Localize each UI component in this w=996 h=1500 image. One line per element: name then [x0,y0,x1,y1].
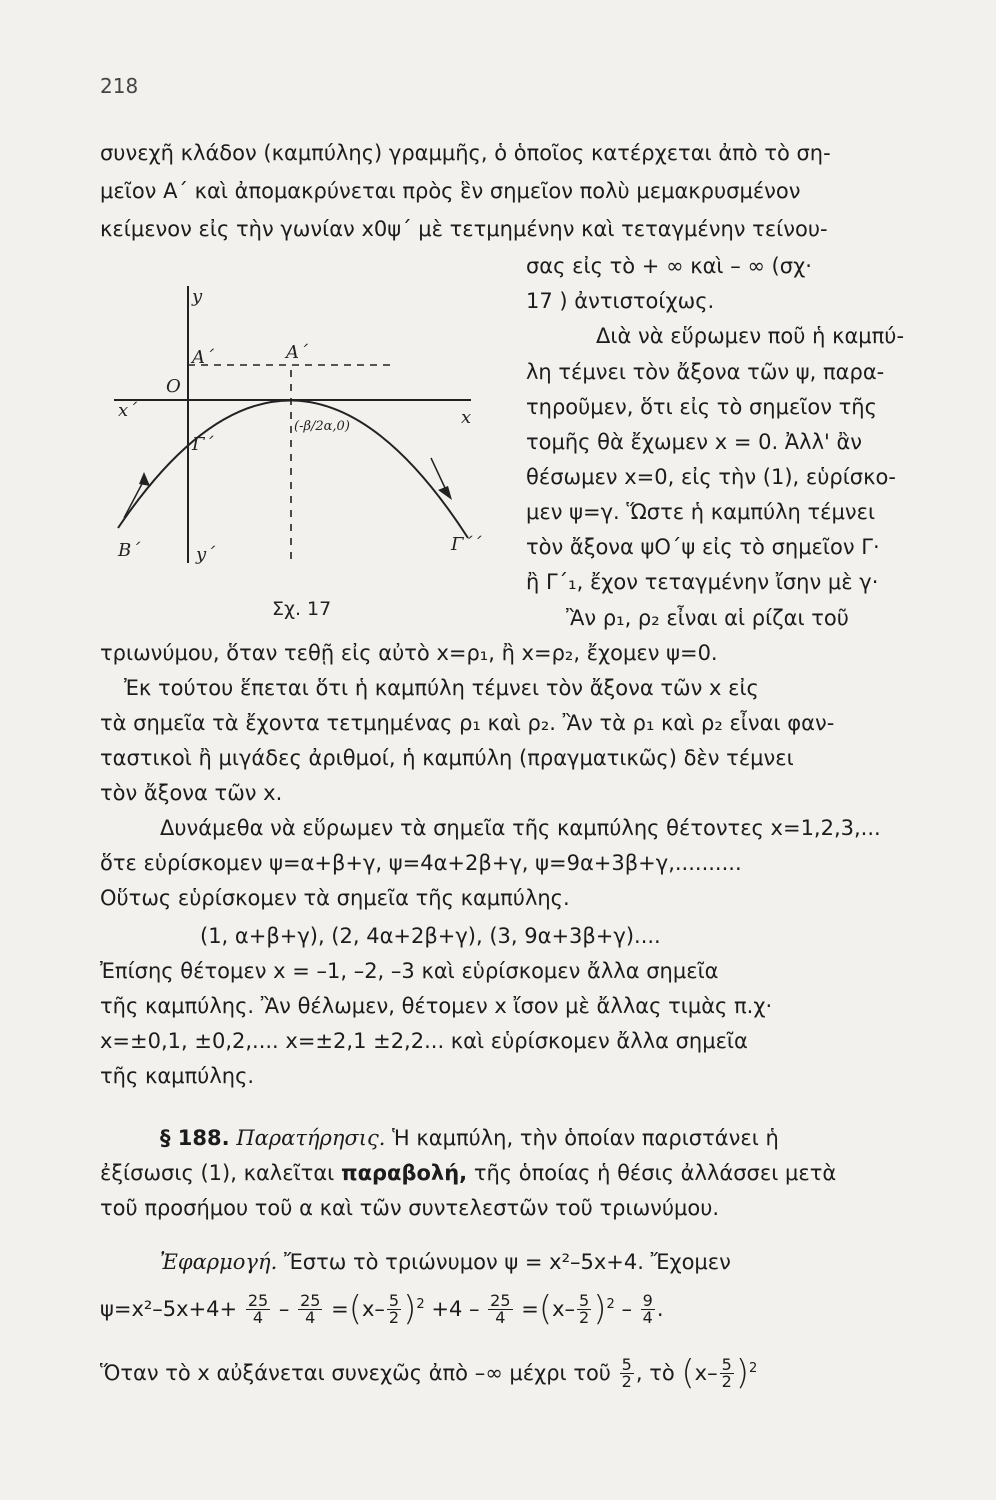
fraction: $\frac{25}{4}$ [300,1290,321,1328]
eq-part: x– [361,1296,385,1321]
eq-paren: ( [348,1289,362,1329]
label-b-prime: Β΄ [118,540,141,561]
text-fragment: Ὅταν τὸ x αὐξάνεται συνεχῶς ἀπὸ –∞ μέχρι τοῦ [100,1360,611,1385]
text-line: (1, α+β+γ), (2, 4α+2β+γ), (3, 9α+3β+γ).... [200,924,661,948]
label-x: x [461,407,472,428]
text-fragment: , τὸ [635,1360,675,1385]
text-line: τριωνύμου, ὅταν τεθῇ εἰς αὐτὸ x=ρ₁, ἢ x=ρ₂, ἔχομεν ψ=0. [100,641,718,665]
text-line: μεν ψ=γ. Ὥστε ἡ καμπύλη τέμνει [526,500,876,524]
parabola-term: παραβολή, [340,1161,468,1185]
equation-line [100,1286,664,1334]
text-line: Ἐπίσης θέτομεν x = –1, –2, –3 καὶ εὑρίσκομεν ἄλλα σημεῖα [100,959,719,983]
section-text: Ἡ καμπύλη, τὴν ὁποίαν παριστάνει ἡ [392,1126,779,1150]
arrow-right [431,458,446,490]
fraction: $\frac{25}{4}$ [490,1290,511,1328]
label-gamma-double-prime: Γ΄΄ [451,534,482,555]
label-y-prime: y΄ [196,544,216,565]
arrow-left [124,480,144,518]
text-line: Δυνάμεθα νὰ εὕρωμεν τὰ σημεῖα τῆς καμπύλης θέτοντες x=1,2,3,... [160,816,881,840]
eq-paren: ) [403,1289,417,1329]
fraction: $\frac{5}{2}$ [621,1354,632,1392]
text-line: Ἂν ρ₁, ρ₂ εἶναι αἱ ρίζαι τοῦ [566,606,849,630]
page-number: 218 [100,74,139,98]
label-origin: O [166,376,181,397]
text-line: x=±0,1, ±0,2,.... x=±2,1 ±2,2... καὶ εὑρίσκομεν ἄλλα σημεῖα [100,1029,748,1053]
application-line [160,1252,731,1273]
fraction: $\frac{5}{2}$ [388,1290,400,1328]
label-a-prime-left: Α΄ [192,347,214,368]
last-line [100,1350,757,1398]
fraction: $\frac{5}{2}$ [721,1354,732,1392]
eq-exponent: 2 [416,1296,425,1312]
text-line [100,1163,836,1184]
text-line: Ἐκ τούτου ἕπεται ὅτι ἡ καμπύλη τέμνει τὸν ἄξονα τῶν x εἰς [124,676,759,700]
fraction: $\frac{25}{4}$ [247,1290,269,1328]
section-number: § 188. [160,1126,230,1150]
application-label: Ἐφαρμογή. [160,1250,278,1274]
text-line: λη τέμνει τὸν ἄξονα τῶν ψ, παρα- [526,360,885,384]
text-line: Οὕτως εὑρίσκομεν τὰ σημεῖα τῆς καμπύλης. [100,886,570,910]
eq-part: – [278,1296,290,1321]
label-a-prime-center: Α΄ [286,342,308,363]
text-line: τῆς καμπύλης. [100,1064,255,1088]
eq-paren: ) [593,1289,607,1329]
text-line: κείμενον εἰς τὴν γωνίαν x0ψ΄ μὲ τετμημένην καὶ τεταγμένην τείνου- [100,217,828,241]
fraction: $\frac{9}{4}$ [642,1290,653,1328]
text-line: θέσωμεν x=0, εἰς τὴν (1), εὑρίσκο- [526,465,896,489]
text-fragment: ἐξίσωσις (1), καλεῖται [100,1161,335,1185]
eq-part: . [656,1296,664,1321]
eq-part: +4 – [431,1296,480,1321]
fraction: $\frac{5}{2}$ [579,1290,590,1328]
text-line: 17 ) ἀντιστοίχως. [526,289,715,313]
eq-part: x– [694,1360,718,1385]
eq-part: = [521,1296,539,1321]
figure-caption: Σχ. 17 [272,598,332,620]
eq-paren: ) [735,1353,750,1393]
eq-part: x– [552,1296,576,1321]
text-line: ταστικοὶ ἢ μιγάδες ἀριθμοί, ἡ καμπύλη (πραγματικῶς) δὲν τέμνει [100,746,794,770]
text-line: τηροῦμεν, ὅτι εἰς τὸ σημεῖον τῆς [526,395,877,419]
label-x-prime: x΄ [118,400,138,421]
arrow-head-left [139,472,150,486]
text-line: συνεχῆ κλάδον (καμπύλης) γραμμῆς, ὁ ὁποῖος κατέρχεται ἀπὸ τὸ ση- [100,141,831,165]
label-y: y [192,286,203,307]
eq-part: = [331,1296,349,1321]
eq-part: – [621,1296,632,1321]
eq-paren: ( [538,1289,553,1329]
application-text: Ἔστω τὸ τριώνυμον ψ = x²–5x+4. Ἔχομεν [283,1250,731,1274]
text-line: σας εἰς τὸ + ∞ καὶ – ∞ (σχ· [526,254,812,278]
text-line: Διὰ νὰ εὕρωμεν ποῦ ἡ καμπύ- [596,324,905,348]
text-fragment: τῆς ὁποίας ἡ θέσις ἀλλάσσει μετὰ [473,1161,837,1185]
text-line: ὅτε εὑρίσκομεν ψ=α+β+γ, ψ=4α+2β+γ, ψ=9α+3β+γ,.......... [100,851,742,875]
figure-parabola [96,278,496,628]
text-line: τῆς καμπύλης. Ἂν θέλωμεν, θέτομεν x ἴσον μὲ ἄλλας τιμὰς π.χ· [100,994,773,1018]
text-line: μεῖον Α΄ καὶ ἀπομακρύνεται πρὸς ἓν σημεῖον πολὺ μεμακρυσμένον [100,179,801,203]
eq-part: ψ=x²–5x+4+ [100,1296,238,1321]
text-line: τὸν ἄξονα τῶν x. [100,781,283,805]
text-line: τὰ σημεῖα τὰ ἔχοντα τετμημένας ρ₁ καὶ ρ₂. Ἂν τὰ ρ₁ καὶ ρ₂ εἶναι φαν- [100,711,835,735]
eq-exponent: 2 [606,1296,615,1312]
text-line: τομῆς θὰ ἔχωμεν x = 0. Ἀλλ' ἂν [526,430,863,454]
eq-paren: ( [681,1353,695,1393]
label-vertex: (-β/2α,0) [294,419,350,434]
parabola-curve [118,400,468,538]
text-line: ἢ Γ΄₁, ἔχον τεταγμένην ἴσην μὲ γ· [526,570,879,594]
section-title: Παρατήρησις. [236,1126,386,1150]
label-gamma-prime: Γ΄ [192,434,214,455]
section-188-line [160,1128,779,1149]
text-line: τοῦ προσήμου τοῦ α καὶ τῶν συντελεστῶν τοῦ τριωνύμου. [100,1196,720,1220]
text-line: τὸν ἄξονα ψΟ΄ψ εἰς τὸ σημεῖον Γ· [526,535,880,559]
eq-exponent: 2 [749,1360,758,1376]
